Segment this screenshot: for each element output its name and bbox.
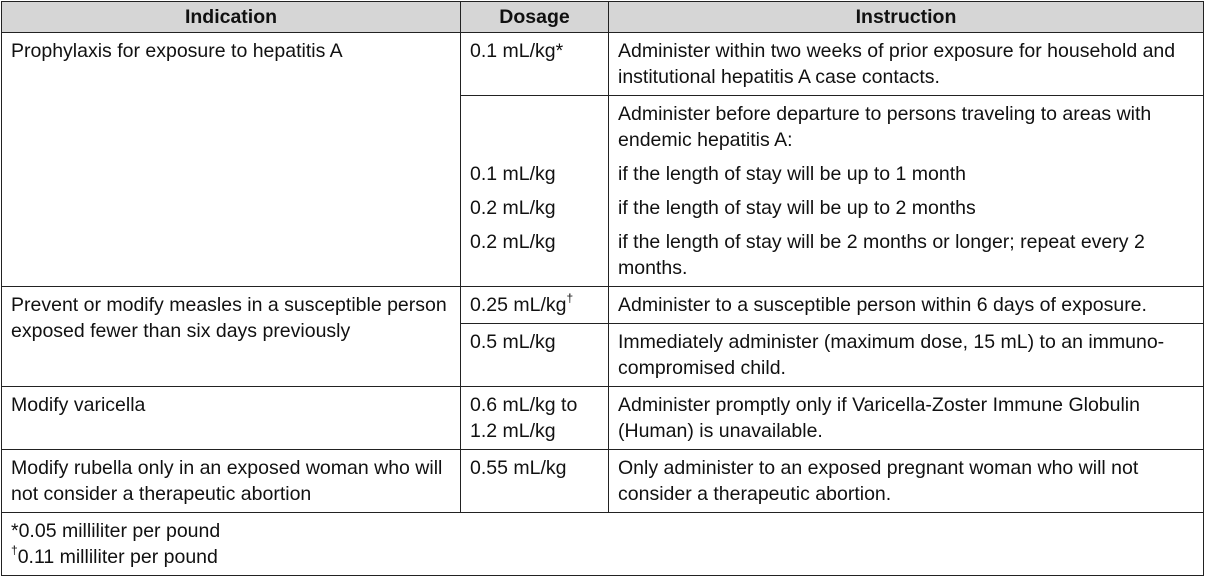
instruction-varicella: Administer promptly only if Varicella-Zoster Immune Globulin (Human) is unavailable. (609, 387, 1204, 450)
dosage-travel-3: 0.2 mL/kg (470, 231, 556, 253)
dosage-travel-2: 0.2 mL/kg (470, 197, 556, 219)
dosage-measles-1 (461, 287, 609, 324)
dosage-measles-1-value: 0.25 mL/kg (470, 294, 567, 316)
dosage-varicella: 0.6 mL/kg to 1.2 mL/kg (461, 387, 609, 450)
dosage-table (1, 1, 1204, 576)
header-indication: Indication (2, 2, 461, 33)
instruction-travel-3: if the length of stay will be 2 months or longer; repeat every 2 months. (618, 231, 1145, 279)
instruction-travel-2: if the length of stay will be up to 2 months (618, 197, 976, 219)
indication-varicella: Modify varicella (2, 387, 461, 450)
instruction-hepatitis-a-2 (609, 96, 1204, 287)
header-row (2, 2, 1204, 33)
dosage-hepatitis-a-1: 0.1 mL/kg* (461, 33, 609, 96)
dosage-measles-2: 0.5 mL/kg (461, 324, 609, 387)
dagger-mark: † (566, 290, 574, 305)
table-row (2, 450, 1204, 513)
dosage-spacer (470, 127, 600, 153)
table-row (2, 387, 1204, 450)
header-dosage: Dosage (461, 2, 609, 33)
instruction-rubella: Only administer to an exposed pregnant woman who will not consider a therapeutic abortion. (609, 450, 1204, 513)
footnote-1: *0.05 milliliter per pound (11, 520, 221, 542)
indication-hepatitis-a: Prophylaxis for exposure to hepatitis A (2, 33, 461, 287)
instruction-travel-intro: Administer before departure to persons traveling to areas with endemic hepatitis A: (618, 103, 1152, 151)
dosage-spacer (470, 101, 600, 127)
instruction-hepatitis-a-1: Administer within two weeks of prior exposure for household and institutional hepatitis A case contacts. (609, 33, 1204, 96)
dosage-travel-1: 0.1 mL/kg (470, 163, 556, 185)
dosage-hepatitis-a-2 (461, 96, 609, 287)
footnote-2 (11, 544, 1195, 570)
instruction-measles-1: Administer to a susceptible person within 6 days of exposure. (609, 287, 1204, 324)
indication-rubella: Modify rubella only in an exposed woman who will not consider a therapeutic abortion (2, 450, 461, 513)
instruction-travel-1: if the length of stay will be up to 1 month (618, 163, 966, 185)
indication-measles: Prevent or modify measles in a susceptible person exposed fewer than six days previously (2, 287, 461, 387)
footnote-row (2, 513, 1204, 576)
footnote-2-text: 0.11 milliliter per pound (17, 546, 218, 568)
header-instruction: Instruction (609, 2, 1204, 33)
table-row (2, 287, 1204, 324)
footnotes-cell (2, 513, 1204, 576)
table-row (2, 33, 1204, 96)
footnote-dagger-mark: † (11, 542, 18, 557)
instruction-measles-2: Immediately administer (maximum dose, 15 mL) to an immuno-compromised child. (609, 324, 1204, 387)
dosage-rubella: 0.55 mL/kg (461, 450, 609, 513)
